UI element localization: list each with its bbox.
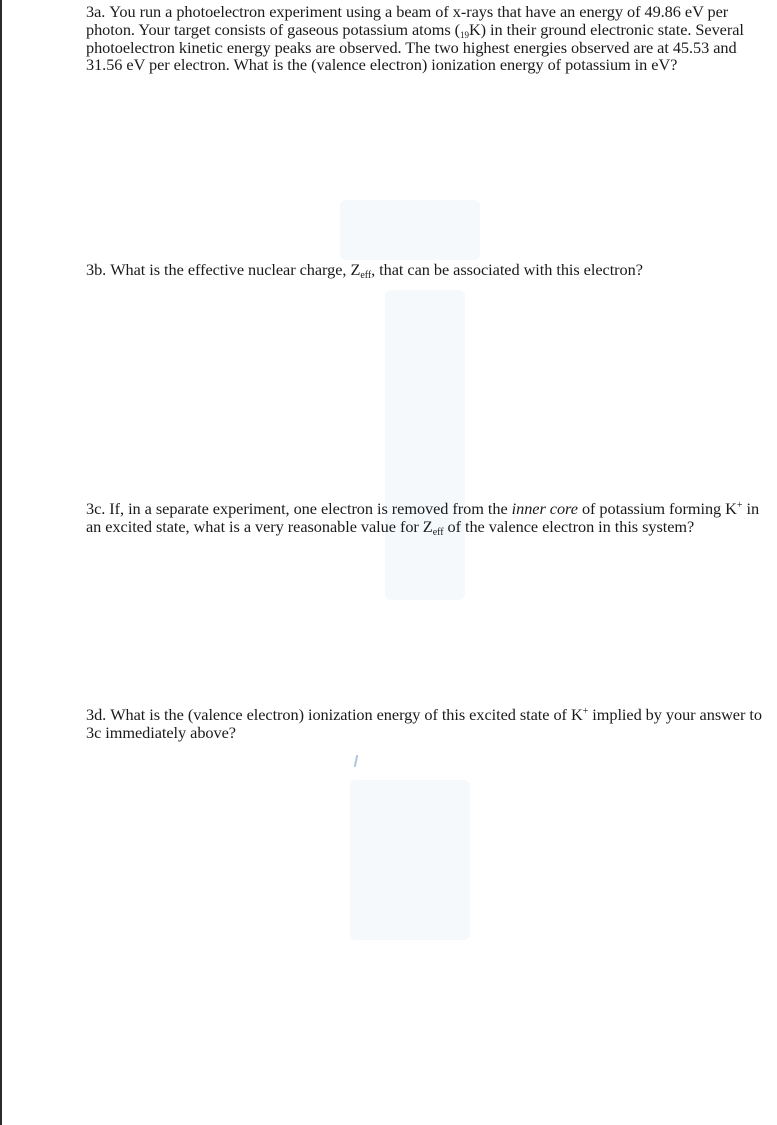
question-text: of potassium forming K bbox=[577, 499, 737, 518]
subscript: eff bbox=[432, 526, 444, 538]
question-number: 3c. bbox=[86, 499, 106, 518]
scan-smudge bbox=[385, 290, 465, 600]
question-number: 3b. bbox=[86, 260, 107, 279]
scan-smudge bbox=[340, 200, 480, 260]
question-3d bbox=[86, 706, 774, 742]
question-3c bbox=[86, 500, 774, 536]
question-3a bbox=[86, 3, 774, 74]
subscript: eff bbox=[360, 270, 372, 281]
question-text: What is the effective nuclear charge, Z bbox=[110, 260, 361, 279]
emphasis-text: inner core bbox=[511, 499, 578, 518]
question-text: implied by your answer to 3c immediately above? bbox=[86, 705, 762, 742]
question-number: 3d. bbox=[86, 705, 107, 724]
scan-smudge bbox=[350, 780, 470, 940]
question-text: If, in a separate experiment, one electron is removed from the bbox=[109, 499, 512, 518]
scan-mark bbox=[354, 755, 358, 767]
superscript: + bbox=[582, 706, 589, 717]
question-text: What is the (valence electron) ionization energy of this excited state of K bbox=[110, 705, 583, 724]
question-text: ) in their ground electronic state. Several photoelectron kinetic energy peaks are observed. The two highest energies observed are at 45.53 and 31.56 eV per electron. What is the (valence electron) ionization energy of potassium in eV? bbox=[86, 19, 744, 75]
element-symbol: K bbox=[468, 19, 481, 39]
question-text: , that can be associated with this electron? bbox=[371, 260, 643, 279]
question-3b bbox=[86, 261, 774, 279]
superscript: + bbox=[736, 500, 743, 511]
atomic-number: 19 bbox=[460, 29, 469, 40]
question-text: You run a photoelectron experiment using a beam of x-rays that have an energy of 49.86 eV per photon. Your target consists of gaseous potassium atoms ( bbox=[86, 2, 729, 39]
question-text: of the valence electron in this system? bbox=[443, 516, 695, 536]
page-left-edge bbox=[0, 0, 2, 1125]
question-number: 3a. bbox=[86, 2, 106, 21]
question-text: in an excited state, what is a very reasonable value for Z bbox=[86, 499, 760, 536]
